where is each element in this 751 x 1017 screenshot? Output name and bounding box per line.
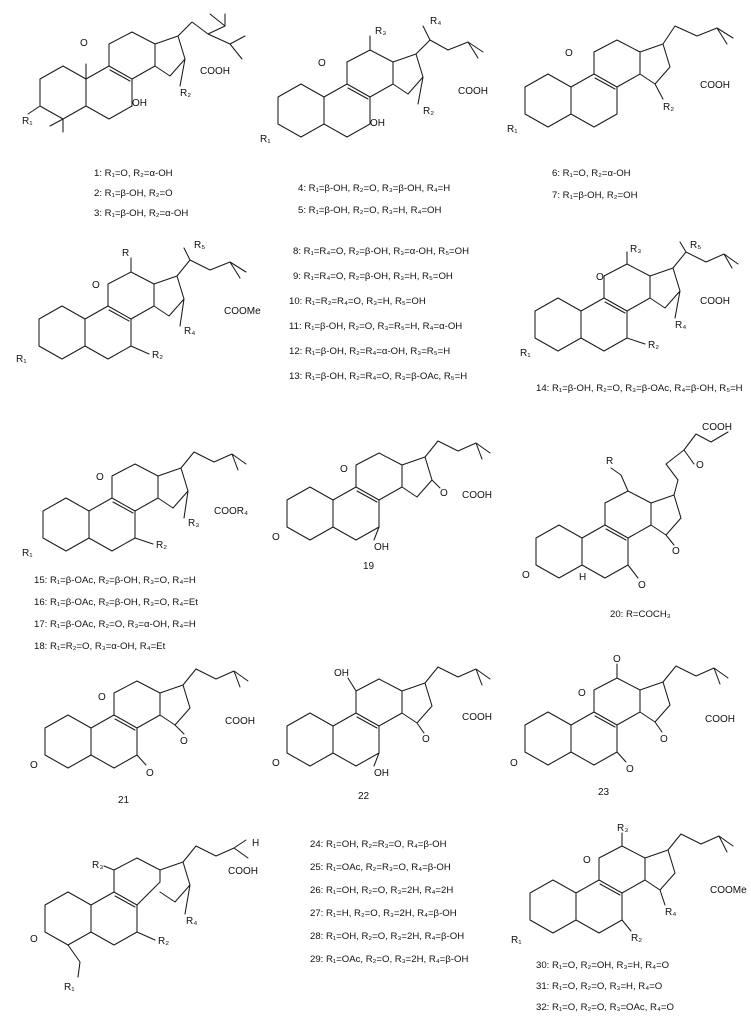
structure-24-29	[20, 822, 270, 997]
atom-label: R₄	[665, 907, 677, 918]
atom-label: R₃	[92, 860, 104, 871]
atom-label: O	[272, 758, 280, 769]
caption-17: 17: R₁=β-OAc, R₂=O, R₃=α-OH, R₄=H	[34, 619, 196, 630]
compound-number-22: 22	[358, 791, 370, 802]
atom-label: O	[522, 570, 530, 581]
caption-16: 16: R₁=β-OAc, R₂=β-OH, R₃=O, R₄=Et	[34, 597, 198, 608]
atom-label: R₁	[260, 134, 271, 145]
atom-label: OH	[370, 118, 385, 129]
atom-label: R₅	[690, 240, 702, 251]
caption-27: 27: R₁=H, R₂=O, R₃=2H, R₄=β-OH	[310, 908, 457, 919]
atom-label: O	[92, 280, 100, 291]
caption-30: 30: R₁=O, R₂=OH, R₃=H, R₄=O	[536, 960, 670, 971]
atom-label: H	[252, 838, 260, 849]
atom-label: O	[80, 38, 88, 49]
atom-label: R₂	[631, 933, 643, 944]
atom-label: OH	[374, 768, 389, 779]
atom-label: O	[30, 760, 38, 771]
atom-label: O	[30, 934, 38, 945]
atom-label: COOMe	[224, 306, 261, 317]
structure-22	[262, 658, 497, 788]
atom-label: COOH	[228, 866, 258, 877]
atom-label: OH	[374, 542, 389, 553]
atom-label: COOH	[705, 714, 735, 725]
atom-label: R₂	[423, 106, 435, 117]
structure-23	[500, 652, 740, 782]
caption-26: 26: R₁=OH, R₂=O, R₃=2H, R₄=2H	[310, 885, 454, 896]
atom-label: R₃	[630, 244, 642, 255]
atom-label: O	[422, 734, 430, 745]
atom-label: R₂	[663, 102, 675, 113]
atom-label: COOH	[702, 422, 732, 433]
structure-14	[520, 238, 745, 378]
atom-label: R₂	[156, 540, 168, 551]
atom-label: O	[272, 532, 280, 543]
atom-label: R₂	[180, 88, 192, 99]
atom-label: R₂	[158, 936, 170, 947]
atom-label: R₁	[22, 548, 33, 559]
atom-label: R₁	[511, 935, 522, 946]
structure-8-13	[14, 236, 264, 386]
atom-label: O	[583, 855, 591, 866]
caption-3: 3: R₁=β-OH, R₂=α-OH	[94, 208, 189, 219]
caption-25: 25: R₁=OAc, R₂=R₃=O, R₄=β-OH	[310, 862, 451, 873]
atom-label: R₂	[648, 340, 660, 351]
atom-label: O	[96, 472, 104, 483]
atom-label: COOH	[200, 66, 230, 77]
atom-label: O	[510, 758, 518, 769]
structure-30-32	[505, 815, 745, 955]
caption-11: 11: R₁=β-OH, R₂=O, R₃=R₅=H, R₄=α-OH	[289, 321, 463, 332]
atom-label: O	[660, 734, 668, 745]
caption-1: 1: R₁=O, R₂=α-OH	[94, 168, 173, 179]
caption-5: 5: R₁=β-OH, R₂=O, R₃=H, R₄=OH	[298, 205, 442, 216]
structure-15-18	[18, 438, 258, 568]
caption-31: 31: R₁=O, R₂=O, R₃=H, R₄=O	[536, 981, 663, 992]
atom-label: R₃	[375, 26, 387, 37]
atom-label: COOR₄	[214, 506, 249, 517]
caption-6: 6: R₁=O, R₂=α-OH	[552, 168, 631, 179]
atom-label: R₁	[64, 982, 75, 993]
atom-label: R	[122, 248, 130, 259]
atom-label: O	[98, 692, 106, 703]
atom-label: O	[626, 764, 634, 775]
caption-10: 10: R₁=R₂=R₄=O, R₃=H, R₅=OH	[289, 296, 426, 307]
atom-label: COOH	[700, 296, 730, 307]
atom-label: R₁	[22, 116, 33, 127]
atom-label: O	[596, 272, 604, 283]
atom-label: R₄	[430, 16, 442, 27]
structure-19	[262, 432, 492, 562]
atom-label: R₅	[194, 240, 206, 251]
atom-label: COOH	[458, 86, 488, 97]
caption-29: 29: R₁=OAc, R₂=O, R₃=2H, R₄=β-OH	[310, 954, 469, 965]
structure-6-7	[505, 14, 745, 164]
atom-label: OH	[334, 668, 349, 679]
caption-13: 13: R₁=β-OH, R₂=R₄=O, R₃=β-OAc, R₅=H	[289, 371, 468, 382]
caption-8: 8: R₁=R₄=O, R₂=β-OH, R₃=α-OH, R₅=OH	[293, 246, 470, 257]
atom-label: O	[440, 488, 448, 499]
atom-label: R₄	[186, 916, 198, 927]
atom-label: COOMe	[710, 885, 747, 896]
atom-label: R₁	[16, 354, 27, 365]
atom-label: COOH	[700, 80, 730, 91]
caption-2: 2: R₁=β-OH, R₂=O	[94, 188, 173, 199]
compound-number-19: 19	[363, 561, 375, 572]
caption-14: 14: R₁=β-OH, R₂=O, R₃=β-OAc, R₄=β-OH, R₅=H	[536, 383, 743, 394]
atom-label: O	[672, 546, 680, 557]
atom-label: COOH	[462, 712, 492, 723]
atom-label: O	[565, 48, 573, 59]
atom-label: R	[606, 456, 614, 467]
atom-label: O	[318, 58, 326, 69]
caption-32: 32: R₁=O, R₂=O, R₃=OAc, R₄=O	[536, 1002, 674, 1013]
atom-label: R₁	[507, 124, 518, 135]
caption-24: 24: R₁=OH, R₂=R₃=O, R₄=β-OH	[310, 839, 447, 850]
compound-number-21: 21	[118, 795, 130, 806]
caption-9: 9: R₁=R₄=O, R₂=β-OH, R₃=H, R₅=OH	[293, 271, 453, 282]
atom-label: OH	[132, 98, 147, 109]
atom-label: R₂	[152, 350, 164, 361]
caption-18: 18: R₁=R₂=O, R₃=α-OH, R₄=Et	[34, 641, 166, 652]
atom-label: COOH	[462, 490, 492, 501]
caption-28: 28: R₁=OH, R₂=O, R₃=2H, R₄=β-OH	[310, 931, 465, 942]
atom-label: O	[638, 580, 646, 591]
atom-label: R₄	[184, 326, 196, 337]
compound-number-23: 23	[598, 787, 610, 798]
atom-label: O	[180, 736, 188, 747]
caption-12: 12: R₁=β-OH, R₂=R₄=α-OH, R₃=R₅=H	[289, 346, 451, 357]
atom-label: R₃	[188, 518, 200, 529]
atom-label: O	[578, 688, 586, 699]
caption-4: 4: R₁=β-OH, R₂=O, R₃=β-OH, R₄=H	[298, 183, 451, 194]
atom-label: R₄	[675, 320, 687, 331]
atom-label: O	[340, 464, 348, 475]
atom-label: O	[613, 654, 621, 665]
structure-1-3	[20, 14, 250, 164]
atom-label: H	[579, 572, 587, 583]
atom-label: O	[146, 768, 154, 779]
atom-label: O	[696, 460, 704, 471]
caption-15: 15: R₁=β-OAc, R₂=β-OH, R₃=O, R₄=H	[34, 575, 196, 586]
caption-7: 7: R₁=β-OH, R₂=OH	[552, 190, 638, 201]
atom-label: R₃	[617, 823, 629, 834]
structure-4-5	[258, 14, 498, 174]
caption-20: 20: R=COCH₃	[610, 609, 671, 620]
structure-21	[20, 660, 255, 790]
atom-label: COOH	[225, 716, 255, 727]
atom-label: R₁	[520, 348, 531, 359]
structure-20	[506, 420, 741, 600]
